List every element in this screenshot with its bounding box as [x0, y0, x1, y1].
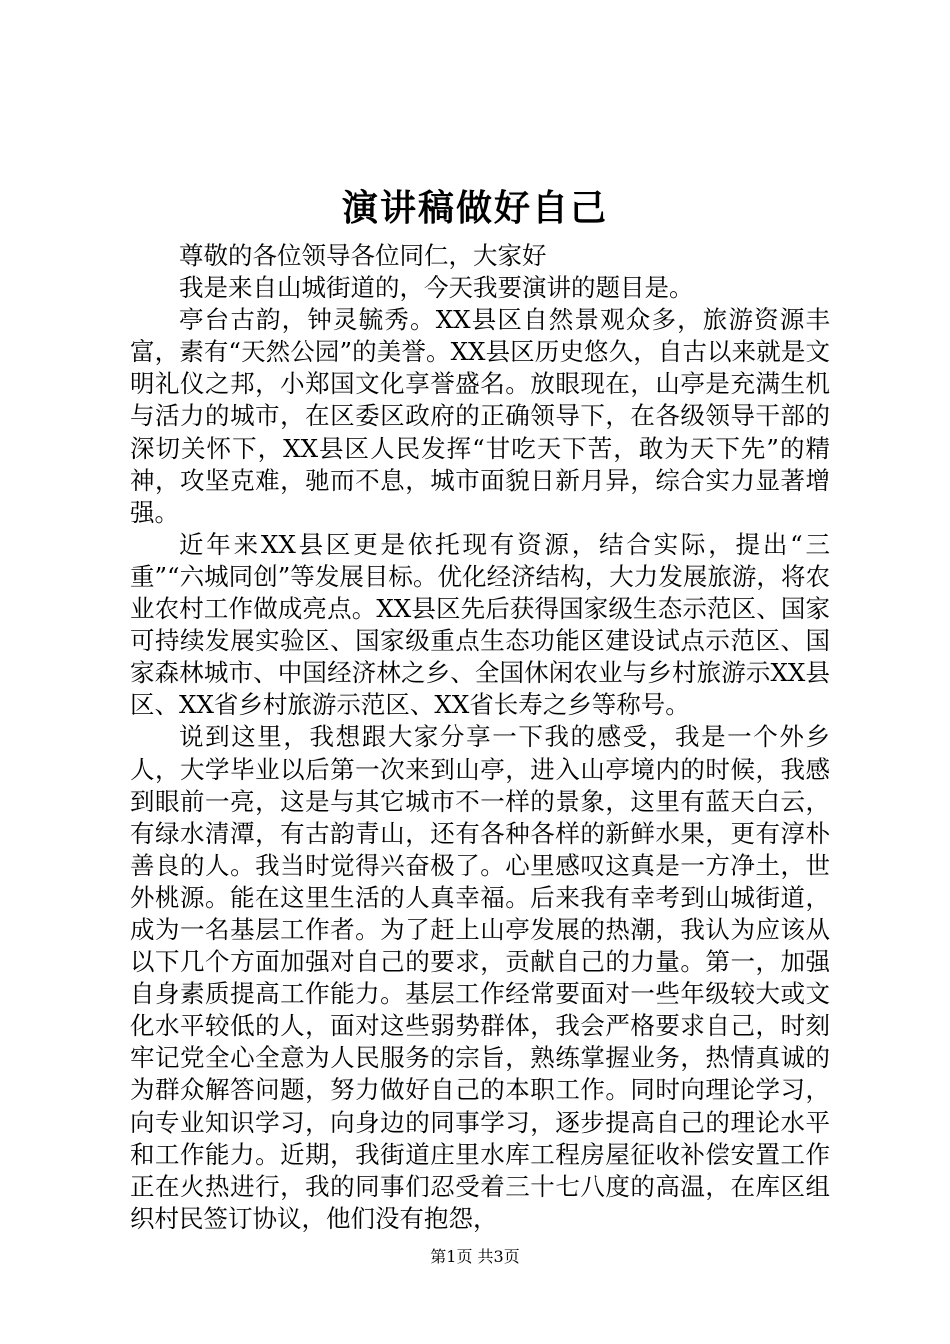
page-footer: 第1页 共3页 [430, 1247, 520, 1266]
paragraph-personal-experience: 说到这里，我想跟大家分享一下我的感受，我是一个外乡人，大学毕业以后第一次来到山亭，进入山亭境内的时候，我感到眼前一亮，这是与其它城市不一样的景象，这里有蓝天白云，有绿水清潭，有古韵青山，还有各种各样的新鲜水果，更有淳朴善良的人。我当时觉得兴奋极了。心里感叹这真是一方净土，世外桃源。能在这里生活的人真幸福。后来我有幸考到山城街道，成为一名基层工作者。为了赶上山亭发展的热潮，我认为应该从以下几个方面加强对自己的要求，贡献自己的力量。第一，加强自身素质提高工作能力。基层工作经常要面对一些年级较大或文化水平较低的人，面对这些弱势群体，我会严格要求自己，时刻牢记党全心全意为人民服务的宗旨，熟练掌握业务，热情真诚的为群众解答问题，努力做好自己的本职工作。同时向理论学习，向专业知识学习，向身边的同事学习，逐步提高自己的理论水平和工作能力。近期，我街道庄里水库工程房屋征收补偿安置工作正在火热进行，我的同事们忍受着三十七八度的高温，在库区组织村民签订协议，他们没有抱怨， [130, 722, 830, 1233]
paragraph-intro: 我是来自山城街道的，今天我要演讲的题目是。 [179, 273, 694, 303]
paragraph-development: 近年来XX县区更是依托现有资源，结合实际，提出“三重”“六城同创”等发展目标。优化经济结构，大力发展旅游，将农业农村工作做成亮点。XX县区先后获得国家级生态示范区、国家可持续发展实验区、国家级重点生态功能区建设试点示范区、国家森林城市、中国经济林之乡、全国休闲农业与乡村旅游示XX县区、XX省乡村旅游示范区、XX省长寿之乡等称号。 [130, 529, 830, 720]
document-title: 演讲稿做好自己 [341, 187, 608, 229]
document-body [130, 240, 830, 1235]
paragraph-history: 亭台古韵，钟灵毓秀。XX县区自然景观众多，旅游资源丰富，素有“天然公园”的美誉。XX县区历史悠久，自古以来就是文明礼仪之邦，小郑国文化享誉盛名。放眼现在，山亭是充满生机与活力的城市，在区委区政府的正确领导下，在各级领导干部的深切关怀下，XX县区人民发挥“甘吃天下苦，敢为天下先”的精神，攻坚克难，驰而不息，城市面貌日新月异，综合实力显著增强。 [130, 305, 830, 527]
paragraph-greeting: 尊敬的各位领导各位同仁，大家好 [179, 241, 547, 270]
